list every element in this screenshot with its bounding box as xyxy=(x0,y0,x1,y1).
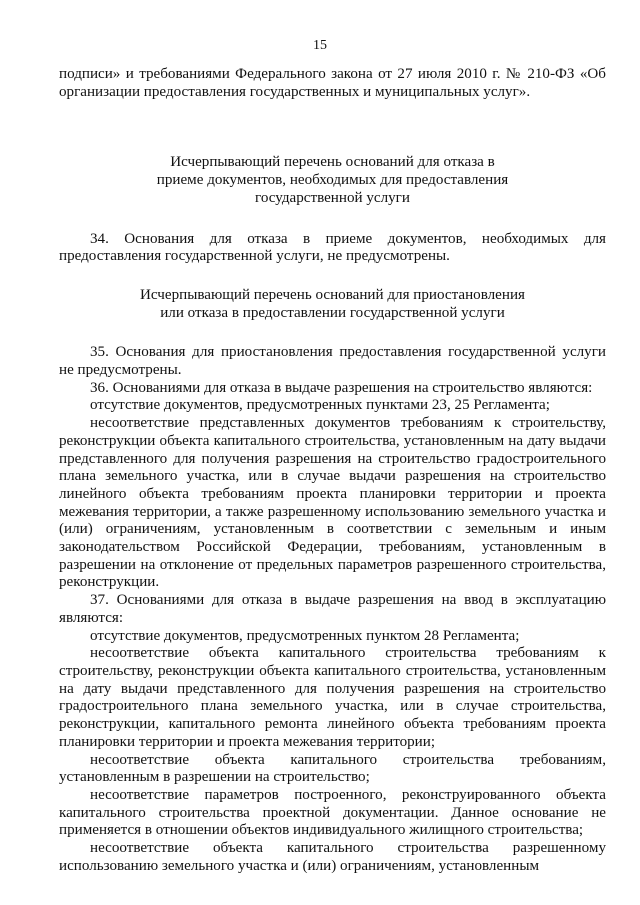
page-number: 15 xyxy=(313,38,327,53)
section-heading-suspension: Исчерпывающий перечень оснований для приостановления или отказа в предоставлении государственной услуги xyxy=(140,286,525,321)
section-heading-refusal-acceptance: Исчерпывающий перечень оснований для отказа в приеме документов, необходимых для предоставления государственной услуги xyxy=(156,154,509,206)
paragraph-37-item-e: несоответствие объекта капитального строительства разрешенному использованию земельного участка и (или) ограничениям, установленным xyxy=(59,840,606,874)
paragraph-37-item-a: отсутствие документов, предусмотренных пунктом 28 Регламента; xyxy=(90,627,520,644)
paragraph-37: 37. Основаниями для отказа в выдаче разрешения на ввод в эксплуатацию являются: xyxy=(59,592,606,626)
intro-paragraph: подписи» и требованиями Федерального закона от 27 июля 2010 г. № 210-ФЗ «Об организации предоставления государственных и муниципальных услуг». xyxy=(59,66,606,100)
paragraph-36-item-a: отсутствие документов, предусмотренных пунктами 23, 25 Регламента; xyxy=(90,397,550,414)
paragraph-35: 35. Основания для приостановления предоставления государственной услуги не предусмотрены. xyxy=(59,344,606,379)
paragraph-34: 34. Основания для отказа в приеме документов, необходимых для предоставления государственной услуги, не предусмотрены. xyxy=(59,230,606,265)
paragraph-37-item-c: несоответствие объекта капитального строительства требованиям, установленным в разрешении на строительство; xyxy=(59,751,606,786)
paragraph-36-item-b: несоответствие представленных документов требованиям к строительству, реконструкции объекта капитального строительства, установленным на дату выдачи представленного для получения разрешения на строительство градостроительного плана земельного участка, или в случае выдачи разрешения на строительство линейного объекта требованиям проекта планировки территории и проекта межевания территории, а также разрешенному использованию земельного участка и (или) ограничениям, установленным в соответствии с земельным и иным законодательством Российской Федерации, требованиям, установленным в разрешении на отклонение от предельных параметров разрешенного строительства, реконструкции. xyxy=(59,415,606,591)
document-body xyxy=(59,66,606,875)
paragraph-37-item-d: несоответствие параметров построенного, реконструированного объекта капитального строительства проектной документации. Данное основание не применяется в отношении объектов индивидуального жилищного строительства; xyxy=(59,786,606,839)
paragraph-36: 36. Основаниями для отказа в выдаче разрешения на строительство являются: xyxy=(90,379,593,396)
paragraph-37-item-b: несоответствие объекта капитального строительства требованиям к строительству, реконструкции объекта капитального строительства, установленным на дату выдачи представленного для получения разрешения на строительство градостроительного плана земельного участка, или в случае строительства, реконструкции, капитального ремонта линейного объекта требованиям проекта планировки территории и проекта межевания территории; xyxy=(59,645,606,750)
